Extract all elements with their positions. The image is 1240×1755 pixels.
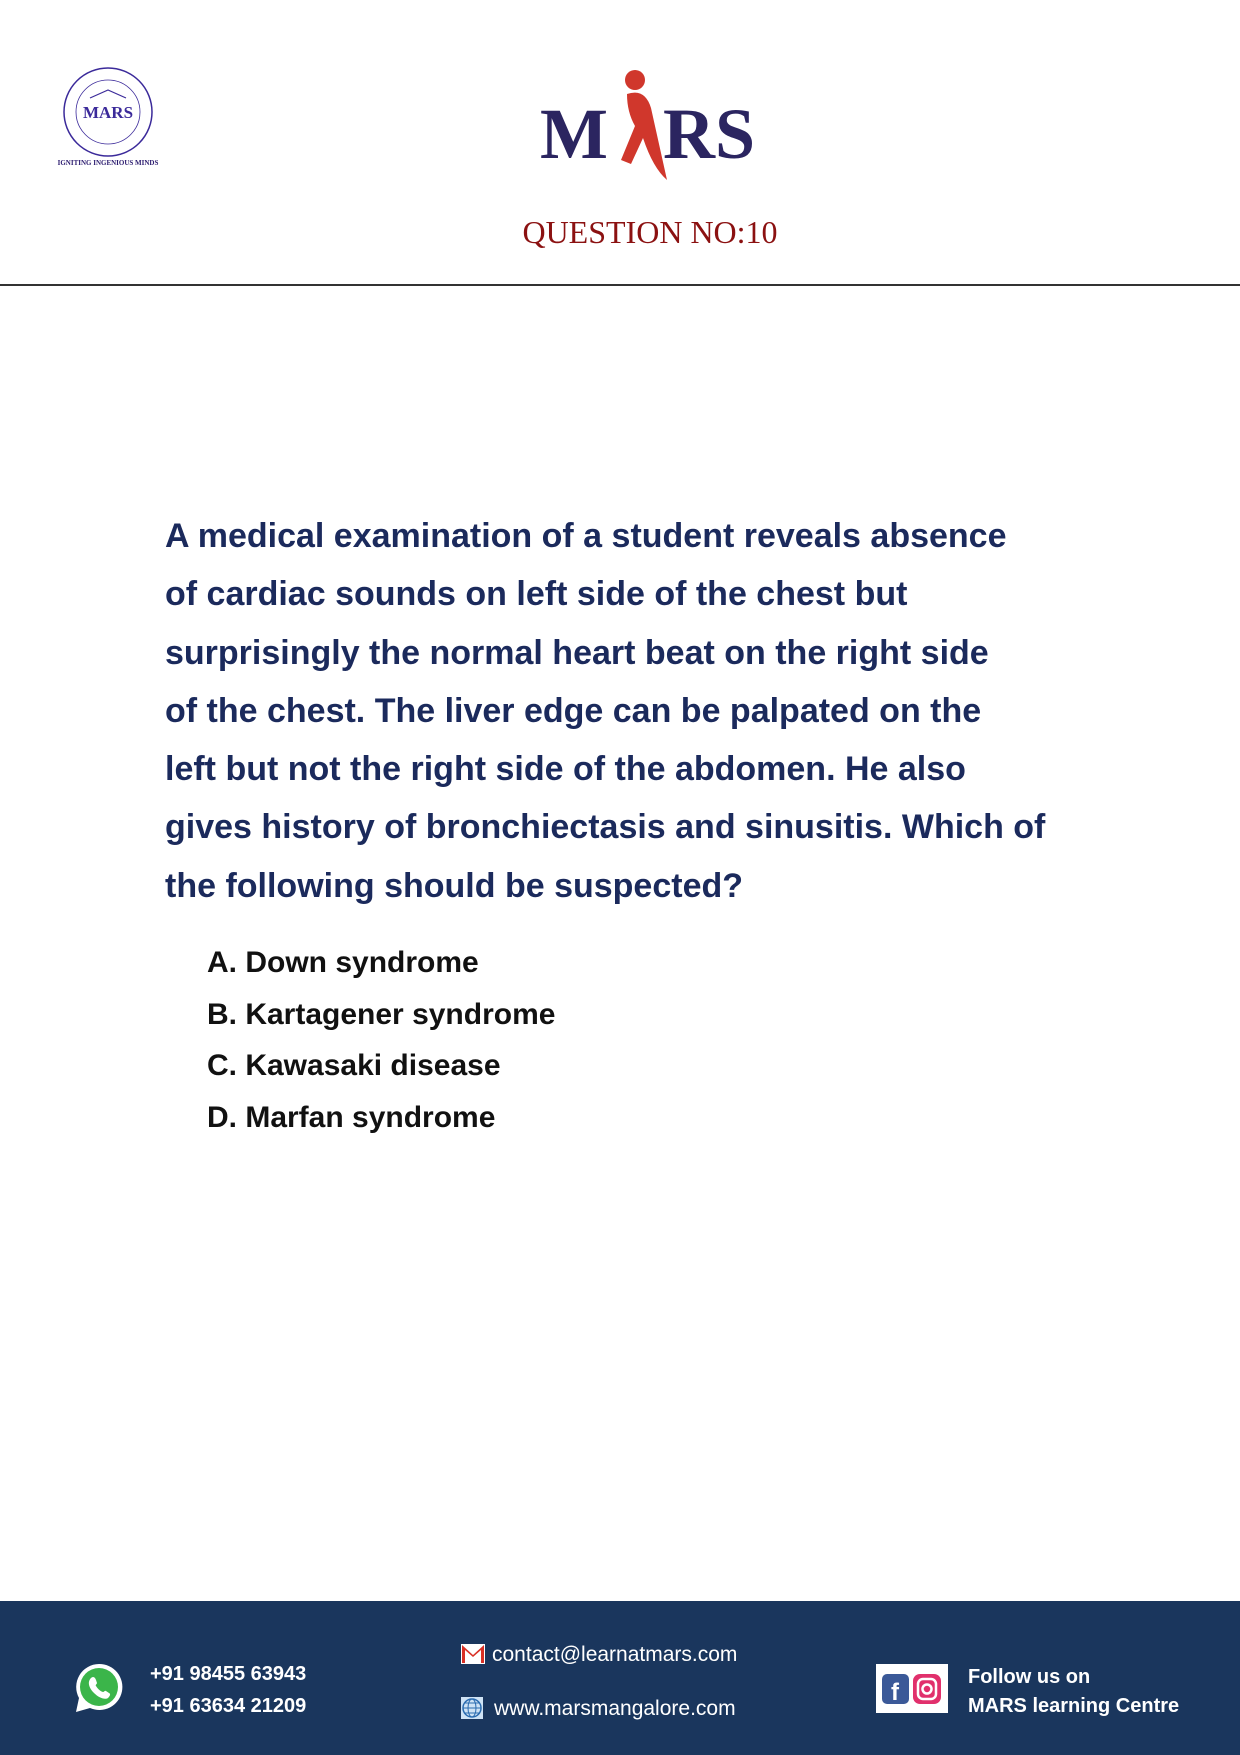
follow-us xyxy=(968,1663,1179,1721)
answer-options xyxy=(207,937,555,1144)
mail-icon xyxy=(461,1644,485,1664)
phone-1: +91 98455 63943 xyxy=(150,1663,307,1685)
footer xyxy=(0,1601,1240,1755)
email-link[interactable]: contact@learnatmars.com xyxy=(492,1643,738,1666)
seal-tagline: IGNITING INGENIOUS MINDS xyxy=(57,159,159,167)
website-link[interactable]: www.marsmangalore.com xyxy=(494,1697,736,1720)
svg-text:M: M xyxy=(540,94,608,174)
mars-logo xyxy=(535,68,785,188)
academy-seal-logo xyxy=(52,62,164,172)
question-line: left but not the right side of the abdomen. He also xyxy=(165,750,966,789)
question-line: of cardiac sounds on left side of the chest but xyxy=(165,575,908,614)
question-text xyxy=(165,507,1045,915)
follow-line-2[interactable]: MARS learning Centre xyxy=(968,1695,1180,1717)
question-line: the following should be suspected? xyxy=(165,866,744,905)
svg-text:MARS: MARS xyxy=(82,103,134,122)
question-number: QUESTION NO:10 xyxy=(522,214,778,250)
social-icons xyxy=(876,1664,948,1713)
option-c: C. Kawasaki disease xyxy=(207,1049,501,1083)
question-line: A medical examination of a student reveals absence xyxy=(165,517,1007,555)
question-line: surprisingly the normal heart beat on the right side xyxy=(165,633,989,672)
option-b: B. Kartagener syndrome xyxy=(207,997,556,1031)
svg-text:f: f xyxy=(891,1679,899,1706)
follow-line-1: Follow us on xyxy=(968,1666,1091,1688)
option-a: A. Down syndrome xyxy=(207,946,479,979)
instagram-icon[interactable] xyxy=(913,1674,941,1704)
question-line: gives history of bronchiectasis and sinusitis. Which of xyxy=(165,808,1046,847)
option-d: D. Marfan syndrome xyxy=(207,1101,496,1135)
phone-2: +91 63634 21209 xyxy=(150,1695,307,1717)
svg-text:RS: RS xyxy=(663,94,756,174)
facebook-icon[interactable] xyxy=(882,1674,909,1706)
question-line: of the chest. The liver edge can be palpated on the xyxy=(165,691,982,730)
phone-numbers xyxy=(150,1658,306,1722)
whatsapp-icon xyxy=(73,1661,125,1715)
header-divider xyxy=(0,284,1240,286)
globe-icon xyxy=(461,1697,483,1719)
